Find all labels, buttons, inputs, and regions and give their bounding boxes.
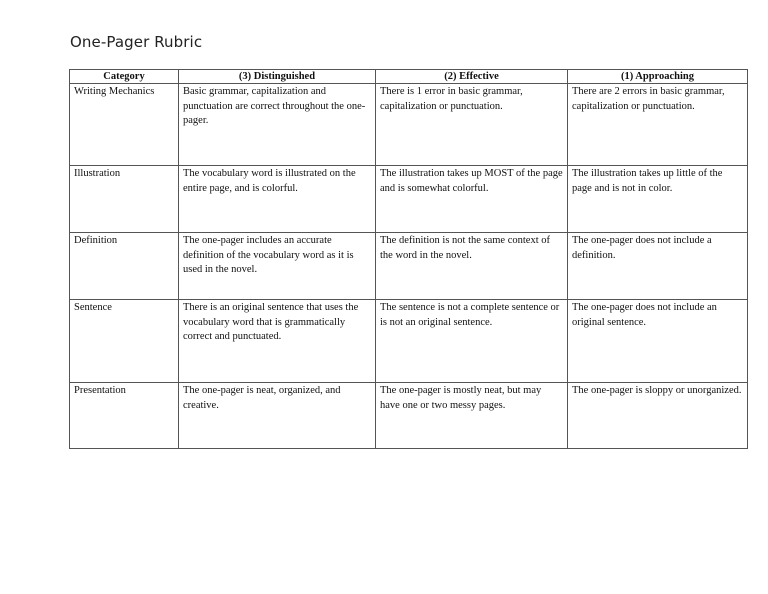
table-row [70,84,748,166]
approaching-cell: There are 2 errors in basic grammar, capitalization or punctuation. [568,84,748,166]
table-row [70,300,748,383]
distinguished-cell: Basic grammar, capitalization and punctuation are correct throughout the one-pager. [179,84,376,166]
distinguished-cell: The one-pager is neat, organized, and creative. [179,383,376,449]
category-cell: Sentence [70,300,179,383]
header-row [70,70,748,84]
table-row [70,233,748,300]
distinguished-cell: There is an original sentence that uses the vocabulary word that is grammatically correct and punctuated. [179,300,376,383]
approaching-cell: The one-pager does not include a definition. [568,233,748,300]
category-cell: Definition [70,233,179,300]
header-approaching: (1) Approaching [568,70,748,84]
effective-cell: The definition is not the same context of the word in the novel. [376,233,568,300]
approaching-cell: The illustration takes up little of the page and is not in color. [568,166,748,233]
effective-cell: The sentence is not a complete sentence or is not an original sentence. [376,300,568,383]
distinguished-cell: The one-pager includes an accurate definition of the vocabulary word as it is used in the novel. [179,233,376,300]
table-row [70,166,748,233]
approaching-cell: The one-pager is sloppy or unorganized. [568,383,748,449]
approaching-cell: The one-pager does not include an original sentence. [568,300,748,383]
category-cell: Writing Mechanics [70,84,179,166]
page-title: One-Pager Rubric [70,33,203,51]
distinguished-cell: The vocabulary word is illustrated on the entire page, and is colorful. [179,166,376,233]
category-cell: Illustration [70,166,179,233]
header-effective: (2) Effective [376,70,568,84]
table-row [70,383,748,449]
rubric-table [69,69,748,449]
effective-cell: There is 1 error in basic grammar, capitalization or punctuation. [376,84,568,166]
header-distinguished: (3) Distinguished [179,70,376,84]
category-cell: Presentation [70,383,179,449]
header-category: Category [70,70,179,84]
effective-cell: The one-pager is mostly neat, but may have one or two messy pages. [376,383,568,449]
effective-cell: The illustration takes up MOST of the page and is somewhat colorful. [376,166,568,233]
